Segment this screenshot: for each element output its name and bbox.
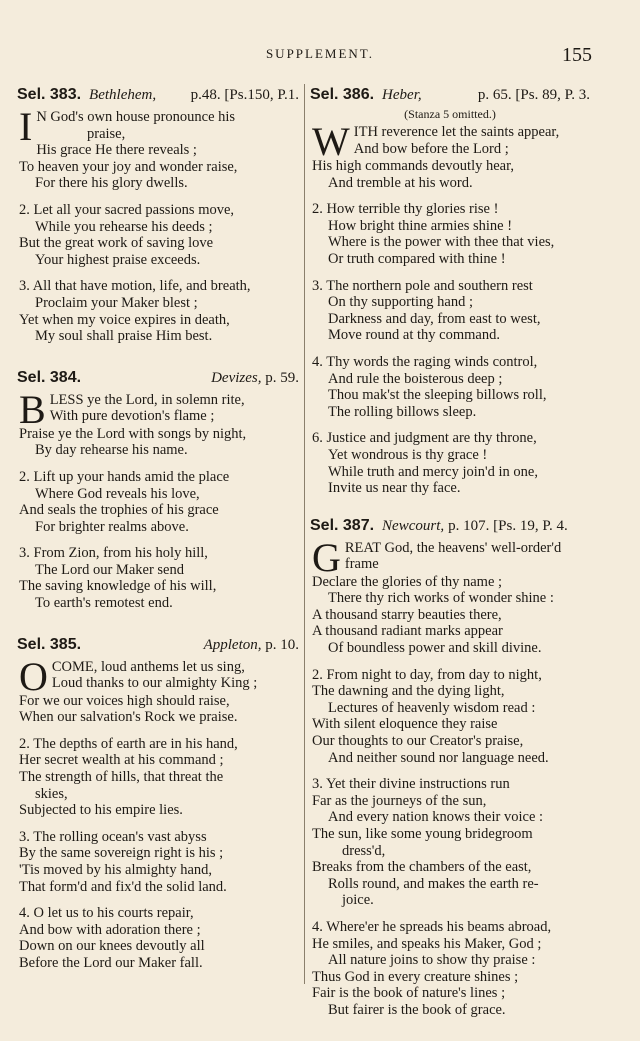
tune-page: p. 10.	[265, 636, 299, 653]
verse-line: That form'd and fix'd the solid land.	[19, 878, 227, 895]
verse-line: And tremble at his word.	[328, 174, 473, 191]
selection-number: Sel. 384.	[17, 368, 82, 386]
verse-line: Where God reveals his love,	[35, 485, 200, 502]
verse-line: For brighter realms above.	[35, 518, 189, 535]
verse-line: Invite us near thy face.	[328, 480, 461, 497]
verse-line: 2. Let all your sacred passions move,	[19, 201, 235, 218]
hymn-383	[17, 84, 299, 345]
verse-line: How bright thine armies shine !	[328, 217, 513, 234]
verse-line: But the great work of saving love	[19, 235, 214, 252]
verse-line: His grace He there reveals ;	[36, 142, 197, 159]
verse-line: Proclaim your Maker blest ;	[35, 294, 198, 311]
drop-cap: G	[312, 534, 341, 580]
verse-line: 4. O let us to his courts repair,	[19, 905, 194, 922]
verse-line: 3. All that have motion, life, and breath,	[19, 278, 251, 295]
verse-line: All nature joins to show thy praise :	[328, 952, 536, 969]
verse-line: While you rehearse his deeds ;	[35, 218, 213, 235]
verse-line: And rule the boisterous deep ;	[328, 370, 503, 387]
left-column	[17, 84, 299, 994]
stanza	[310, 278, 590, 344]
verse-line: Subjected to his empire lies.	[19, 802, 183, 819]
verse-line: When our salvation's Rock we praise.	[19, 709, 238, 726]
verse-line: While truth and mercy join'd in one,	[328, 463, 538, 480]
verse-line: Thou mak'st the sleeping billows roll,	[328, 387, 547, 404]
stanza	[310, 534, 590, 657]
tune-reference: p.48. [Ps.150, P.1.	[190, 87, 299, 103]
stanza	[17, 736, 299, 819]
hymn-header	[17, 367, 299, 389]
tune-name: Bethlehem,	[89, 87, 157, 103]
verse-line: Thus God in every creature shines ;	[312, 968, 519, 985]
verse-line: Yet when my voice expires in death,	[19, 311, 230, 328]
verse-line: Far as the journeys of the sun,	[312, 792, 487, 809]
tune-reference	[204, 634, 299, 656]
tune-name: Newcourt,	[382, 517, 445, 534]
verse-line: 2. Lift up your hands amid the place	[19, 468, 230, 485]
verse-line: ITH reverence let the saints appear,	[353, 124, 560, 140]
verse-line: REAT God, the heavens' well-order'd	[344, 539, 562, 556]
verse-line: skies,	[35, 785, 68, 802]
verse-line: Her secret wealth at his command ;	[19, 752, 224, 769]
verse-line: And neither sound nor language need.	[328, 749, 549, 766]
verse-line: With silent eloquence they raise	[312, 716, 498, 733]
drop-cap: I	[19, 104, 33, 149]
verse-line: On thy supporting hand ;	[328, 294, 473, 311]
verse-line: 4. Thy words the raging winds control,	[312, 353, 538, 370]
stanza	[310, 119, 590, 191]
verse-line: The saving knowledge of his will,	[19, 578, 217, 595]
verse-line: By the same sovereign right is his ;	[19, 845, 224, 862]
verse-line: dress'd,	[342, 842, 386, 859]
verse-line: And bow before the Lord ;	[353, 140, 509, 157]
verse-line: Or truth compared with thine !	[328, 250, 506, 267]
verse-line: Loud thanks to our almighty King ;	[51, 675, 258, 692]
verse-line: 2. The depths of earth are in his hand,	[19, 735, 238, 752]
verse-line: A thousand radiant marks appear	[312, 623, 503, 640]
drop-cap: O	[19, 653, 48, 699]
verse-line: To heaven your joy and wonder raise,	[19, 158, 238, 175]
tune-reference	[211, 367, 299, 389]
verse-line: 2. From night to day, from day to night,	[312, 666, 542, 683]
verse-line: For we our voices high should raise,	[19, 692, 230, 709]
column-divider	[304, 84, 305, 984]
verse-line: Declare the glories of thy name ;	[312, 573, 503, 590]
hymn-386	[310, 84, 590, 497]
hymn-header	[17, 634, 299, 656]
verse-line: The rolling billows sleep.	[328, 403, 477, 420]
verse-line: LESS ye the Lord, in solemn rite,	[49, 391, 245, 408]
verse-line: Where is the power with thee that vies,	[328, 234, 555, 251]
stanza	[17, 545, 299, 611]
running-head: SUPPLEMENT.	[265, 46, 375, 61]
verse-line: N God's own house pronounce his	[36, 109, 236, 125]
verse-line: And bow with adoration there ;	[19, 921, 201, 938]
tune-name: Devizes,	[211, 369, 262, 386]
hymn-header	[17, 84, 299, 106]
stanza	[17, 653, 299, 726]
verse-line: Praise ye the Lord with songs by night,	[19, 425, 247, 442]
verse-line: Our thoughts to our Creator's praise,	[312, 733, 524, 750]
verse-line: He smiles, and speaks his Maker, God ;	[312, 935, 542, 952]
verse-line: Rolls round, and makes the earth re-	[328, 875, 539, 892]
hymn-header	[310, 515, 590, 537]
verse-line: The sun, like some young bridegroom	[312, 826, 533, 842]
verse-line: By day rehearse his name.	[35, 442, 188, 459]
verse-line: 3. The northern pole and southern rest	[312, 277, 533, 294]
verse-line: The dawning and the dying light,	[312, 683, 505, 700]
tune-reference: p. 107. [Ps. 19, P. 4.	[448, 517, 568, 534]
verse-line: His high commands devoutly hear,	[312, 158, 514, 174]
stanza	[17, 104, 299, 192]
verse-line: praise,	[87, 125, 126, 142]
tune-name: Heber,	[382, 87, 422, 103]
stanza	[310, 919, 590, 1019]
verse-line: Darkness and day, from east to west,	[328, 310, 541, 327]
verse-line: But fairer is the book of grace.	[328, 1001, 506, 1018]
verse-line: 4. Where'er he spreads his beams abroad,	[312, 918, 552, 935]
verse-line: 6. Justice and judgment are thy throne,	[312, 430, 537, 447]
page-number: 155	[562, 44, 592, 66]
hymn-387	[310, 515, 590, 1019]
verse-line: Yet wondrous is thy grace !	[328, 446, 488, 463]
verse-line: The Lord our Maker send	[35, 561, 184, 578]
selection-number: Sel. 387.	[310, 516, 375, 534]
verse-line: Down on our knees devoutly all	[19, 938, 205, 955]
stanza	[310, 201, 590, 267]
verse-line: There thy rich works of wonder shine :	[328, 590, 554, 607]
verse-line: And seals the trophies of his grace	[19, 502, 219, 519]
stanza	[17, 202, 299, 268]
tune-name: Appleton,	[203, 636, 262, 653]
stanza-note: (Stanza 5 omitted.)	[404, 107, 496, 121]
selection-number: Sel. 383.	[17, 86, 82, 103]
stanza	[17, 469, 299, 535]
verse-line: To earth's remotest end.	[35, 595, 173, 612]
verse-line: Of boundless power and skill divine.	[328, 640, 542, 657]
tune-reference: p. 65. [Ps. 89, P. 3.	[477, 87, 590, 103]
verse-line: 3. Yet their divine instructions run	[312, 776, 510, 793]
verse-line: Fair is the book of nature's lines ;	[312, 985, 506, 1002]
verse-line: My soul shall praise Him best.	[35, 328, 213, 345]
selection-number: Sel. 385.	[17, 635, 82, 653]
verse-line: Move round at thy command.	[328, 327, 500, 344]
verse-line: 3. The rolling ocean's vast abyss	[19, 828, 207, 845]
drop-cap: B	[19, 386, 46, 432]
hymn-384	[17, 367, 299, 612]
selection-number: Sel. 386.	[310, 86, 375, 103]
verse-line: COME, loud anthems let us sing,	[51, 658, 245, 675]
tune-page: p. 59.	[265, 369, 299, 386]
verse-line: Your highest praise exceeds.	[35, 251, 201, 268]
stanza	[17, 905, 299, 971]
hymn-header	[310, 84, 590, 106]
hymn-385	[17, 634, 299, 972]
stanza	[310, 776, 590, 909]
verse-line: A thousand starry beauties there,	[312, 606, 502, 623]
stanza	[310, 667, 590, 767]
verse-line: 'Tis moved by his almighty hand,	[19, 862, 213, 878]
verse-line: Breaks from the chambers of the east,	[312, 859, 532, 876]
verse-line: And every nation knows their voice :	[328, 809, 544, 826]
verse-line: 3. From Zion, from his holy hill,	[19, 545, 208, 562]
verse-line: frame	[344, 556, 379, 573]
verse-line: With pure devotion's flame ;	[49, 408, 215, 425]
drop-cap: W	[312, 119, 350, 164]
verse-line: 2. How terrible thy glories rise !	[312, 201, 499, 218]
stanza	[17, 278, 299, 344]
verse-line: Lectures of heavenly wisdom read :	[328, 699, 536, 716]
stanza	[310, 430, 590, 496]
verse-line: The strength of hills, that threat the	[19, 769, 224, 786]
verse-line: For there his glory dwells.	[35, 175, 188, 192]
stanza	[310, 354, 590, 420]
stanza	[17, 829, 299, 895]
verse-line: joice.	[342, 892, 374, 909]
right-column	[310, 84, 590, 1041]
verse-line: Before the Lord our Maker fall.	[19, 954, 203, 971]
stanza	[17, 386, 299, 459]
